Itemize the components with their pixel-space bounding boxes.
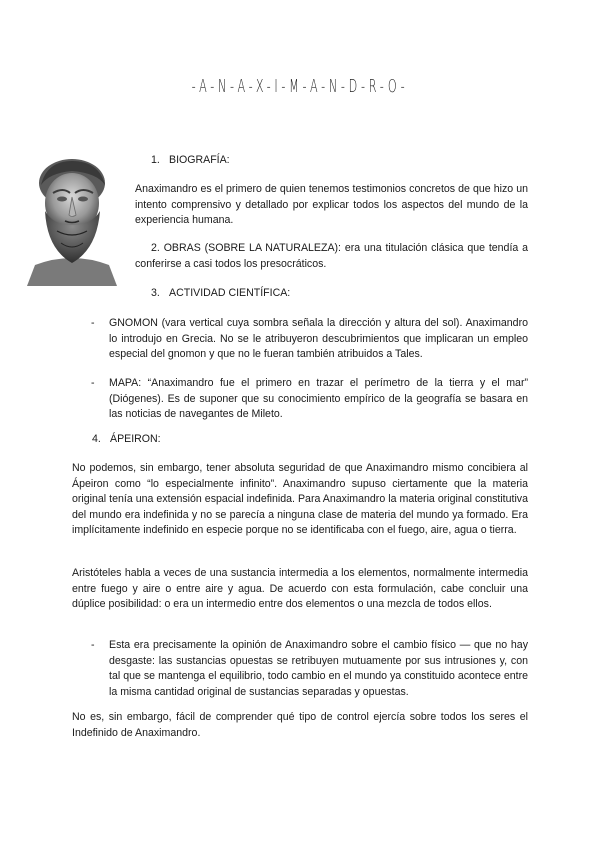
apeiron-paragraph-1: No podemos, sin embargo, tener absoluta seguridad de que Anaximandro mismo concibiera al Ápeiron como “lo especialmente infinito”. Anaximandro supuso ciertamente que la materia original tenía una extensión espacial indefinida. Para Anaximandro la materia original constitutiva del mundo era indefinida y no se parecía a ninguna clase de materia del mundo ya formado. Era implícitamente indefinido en especie porque no se identificaba con el fuego, aire, agua o tierra. — [72, 462, 528, 537]
obras-text: era una titulación clásica que tendía a conferirse a casi todos los presocráticos. — [135, 242, 528, 270]
section-number: 1. — [151, 154, 160, 166]
actividad-item-mapa: MAPA: “Anaximandro fue el primero en trazar el perímetro de la tierra y el mar” (Diógenes). Es de suponer que su conocimiento empírico de la geografía se basara en las noticias de navegantes de Mileto. — [109, 377, 528, 421]
section-heading-text: ÁPEIRON: — [110, 433, 161, 445]
section-number: 4. — [92, 433, 101, 445]
apeiron-bullet: Esta era precisamente la opinión de Anaximandro sobre el cambio físico — que no hay desgaste: las sustancias opuestas se retribuyen mutuamente por sus intrusiones y, con tal que se mantenga el equilibrio, todo cambio en el mundo ya constituido acontece entre la misma cantidad original de sustancias separadas y opuestas. — [109, 639, 528, 698]
biografia-paragraph: Anaximandro es el primero de quien tenemos testimonios concretos de que hizo un intento comprensivo y detallado por explicar todos los aspectos del mundo de la experiencia humana. — [135, 183, 528, 227]
obras-paragraph — [135, 241, 528, 272]
section-heading-text: ACTIVIDAD CIENTÍFICA: — [169, 287, 291, 299]
document-title: -A-N-A-X-I-M-A-N-D-R-O- — [191, 76, 409, 97]
philosopher-bust-image — [17, 153, 127, 286]
list-dash: - — [91, 639, 95, 651]
section-heading-text: BIOGRAFÍA: — [169, 154, 230, 166]
list-dash: - — [91, 377, 95, 389]
apeiron-paragraph-2: Aristóteles habla a veces de una sustancia intermedia a los elementos, normalmente intermedia entre fuego y aire o entre aire y agua. De acuerdo con esta formulación, cabe concluir una dúplice posibilidad: o era un intermedio entre dos elementos o una mezcla de todos ellos. — [72, 567, 528, 611]
section-heading-actividad — [151, 286, 290, 302]
section-heading-biografia — [151, 153, 230, 169]
actividad-item-gnomon: GNOMON (vara vertical cuya sombra señala la dirección y altura del sol). Anaximandro lo introdujo en Grecia. No se le atribuyeron descubrimientos que implicaran un empleo especial del gnomon y que no le fueran también atribuidos a Tales. — [109, 317, 528, 361]
list-dash: - — [91, 317, 95, 329]
section-number: 3. — [151, 287, 160, 299]
section-number: 2. — [151, 242, 160, 254]
section-heading-text: OBRAS (SOBRE LA NATURALEZA): — [163, 242, 341, 254]
section-heading-apeiron — [92, 432, 161, 448]
closing-paragraph: No es, sin embargo, fácil de comprender qué tipo de control ejercía sobre todos los seres el Indefinido de Anaximandro. — [72, 711, 528, 739]
